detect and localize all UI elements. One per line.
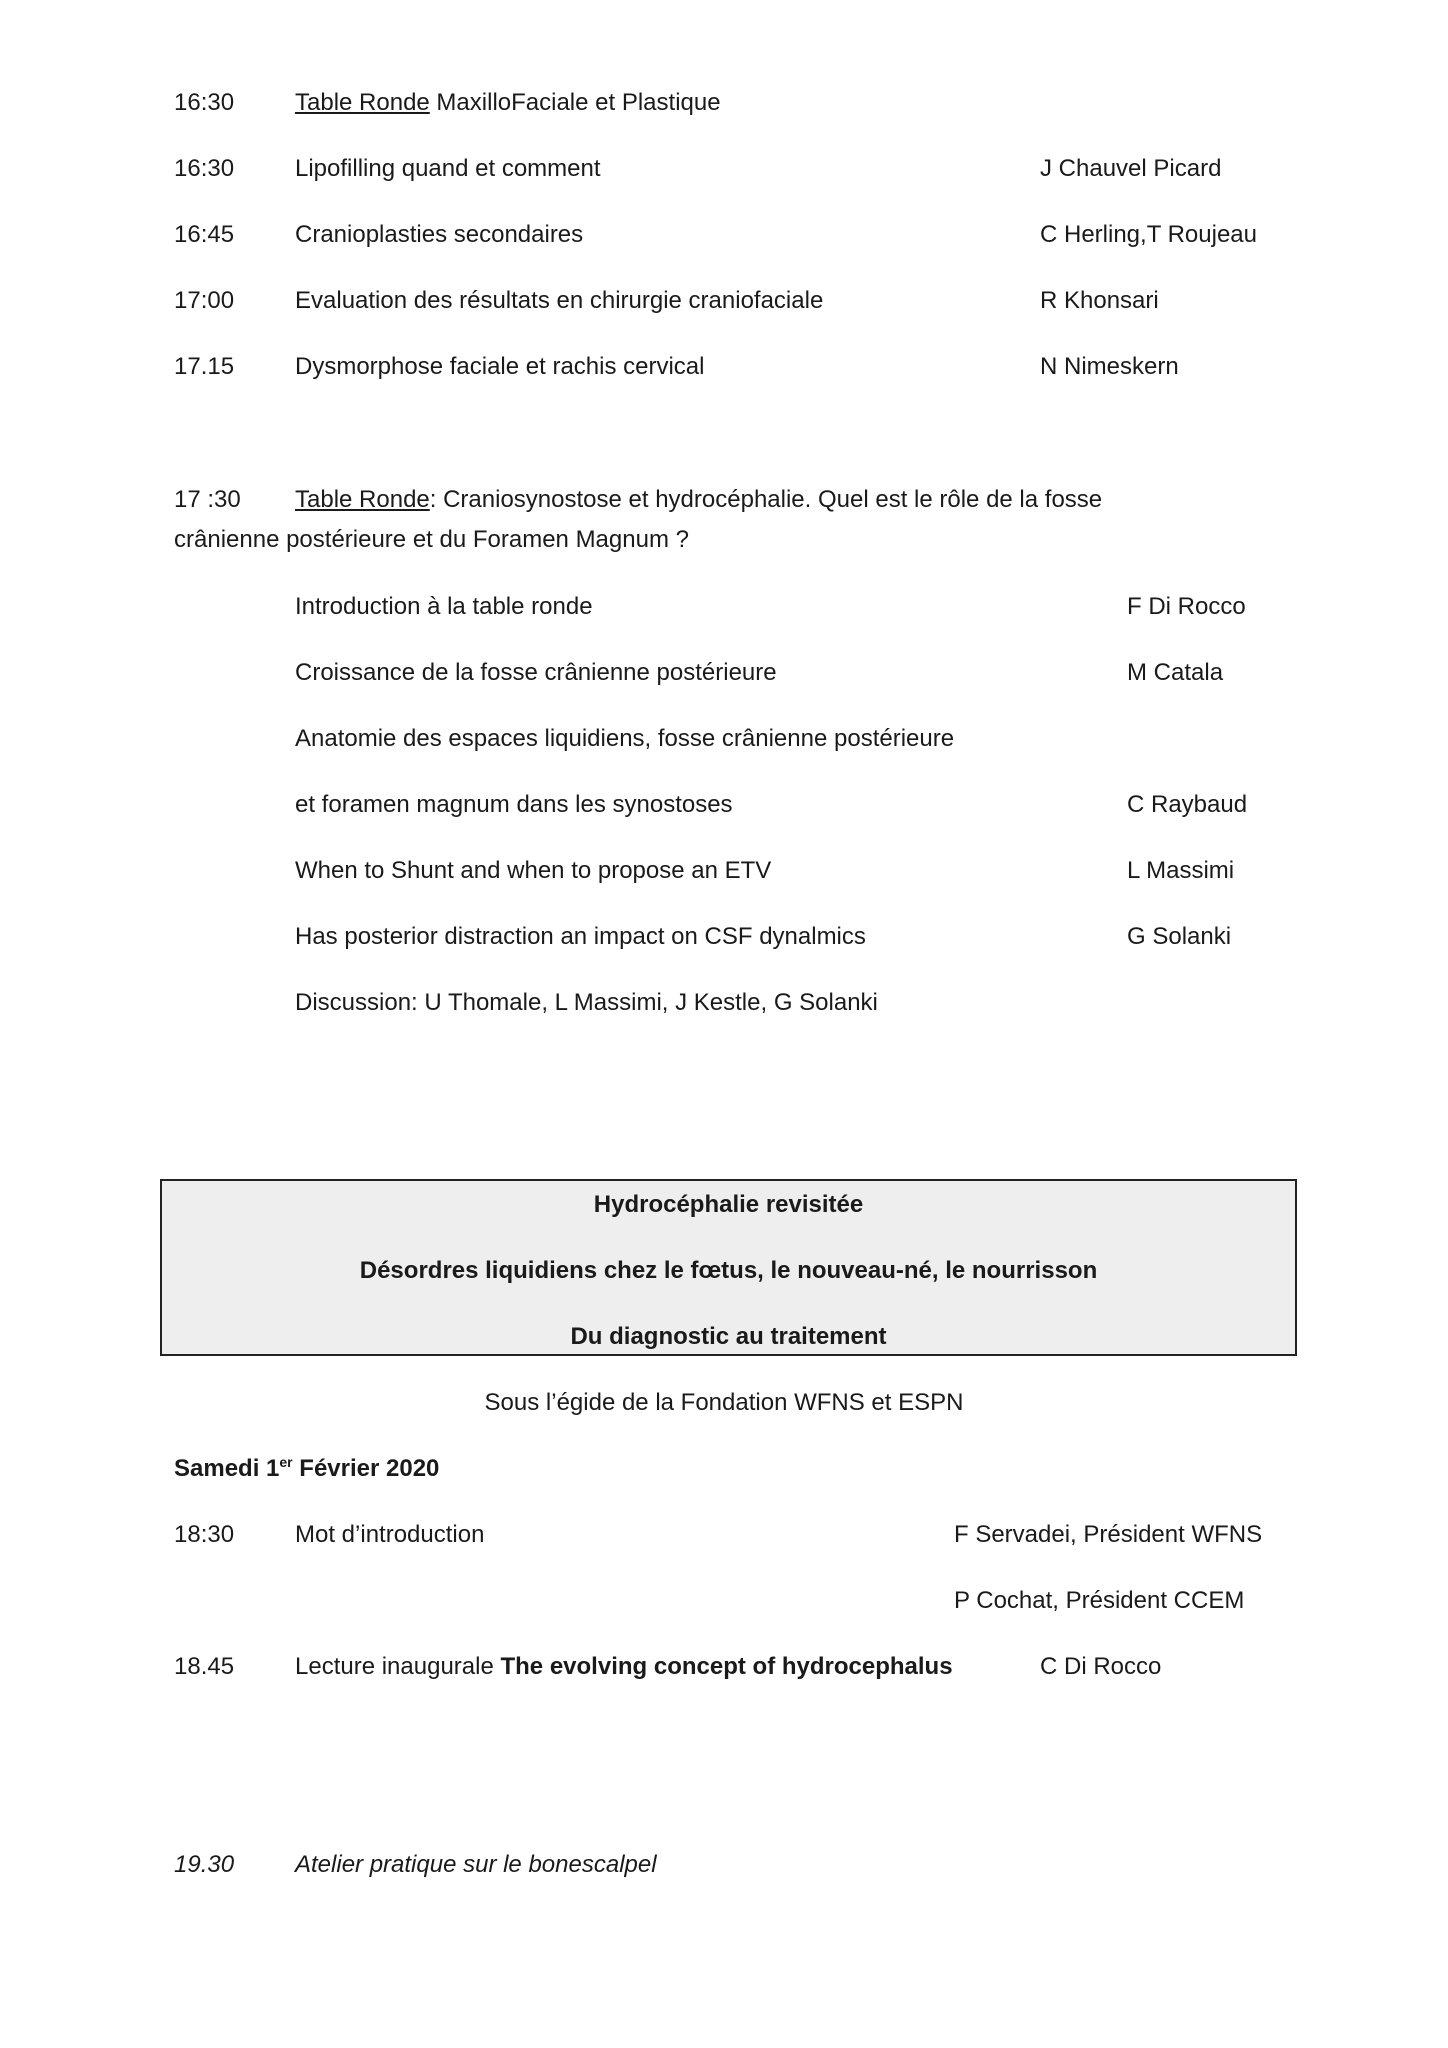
lecture-label: Lecture inaugurale [295,1653,501,1680]
talk-speaker: M Catala [1127,659,1224,686]
session-time: 16:30 [174,89,235,116]
talk-title: Dysmorphose faciale et rachis cervical [295,353,705,380]
session-label: Table Ronde [295,486,430,513]
session-heading [295,485,1102,515]
date-day: Samedi 1 [174,1455,280,1482]
talk-title: Cranioplasties secondaires [295,221,584,248]
discussion-line: Discussion: U Thomale, L Massimi, J Kestle, G Solanki [295,989,878,1016]
symposium-title: Hydrocéphalie revisitée [593,1191,864,1218]
date-heading [174,1454,439,1484]
talk-speaker: L Massimi [1127,857,1235,884]
talk-speaker: R Khonsari [1040,287,1159,314]
talk-time: 19.30 [174,1851,235,1878]
talk-title: et foramen magnum dans les synostoses [295,791,733,818]
talk-time: 18:30 [174,1521,235,1548]
session-label: Table Ronde [295,89,430,116]
auspices-line: Sous l’égide de la Fondation WFNS et ESPN [484,1389,964,1416]
workshop-title: Atelier pratique sur le bonescalpel [295,1851,657,1878]
talk-title: Introduction à la table ronde [295,593,593,620]
talk-speaker: C Herling,T Roujeau [1040,221,1257,248]
symposium-title-box [160,1179,1297,1356]
talk-time: 16:30 [174,155,235,182]
talk-title [295,1652,953,1682]
talk-speaker: F Di Rocco [1127,593,1246,620]
session-heading [295,88,721,118]
talk-title: Has posterior distraction an impact on CSF dynalmics [295,923,866,950]
talk-time: 18.45 [174,1653,235,1680]
talk-speaker: P Cochat, Président CCEM [954,1587,1245,1614]
talk-time: 17.15 [174,353,235,380]
talk-title: Mot d’introduction [295,1521,485,1548]
session-title: MaxilloFaciale et Plastique [429,89,721,116]
talk-title: Croissance de la fosse crânienne postérieure [295,659,777,686]
talk-title: When to Shunt and when to propose an ETV [295,857,772,884]
talk-time: 17:00 [174,287,235,314]
talk-speaker: C Di Rocco [1040,1653,1162,1680]
talk-title: Lipofilling quand et comment [295,155,601,182]
symposium-subtitle: Désordres liquidiens chez le fœtus, le nouveau-né, le nourrisson [359,1257,1098,1284]
talk-speaker: F Servadei, Président WFNS [954,1521,1263,1548]
date-ordinal: er [279,1454,293,1470]
talk-title: Evaluation des résultats en chirurgie craniofaciale [295,287,824,314]
talk-speaker: C Raybaud [1127,791,1248,818]
talk-speaker: J Chauvel Picard [1040,155,1222,182]
talk-speaker: N Nimeskern [1040,353,1179,380]
date-month-year: Février 2020 [292,1455,440,1482]
talk-time: 16:45 [174,221,235,248]
symposium-subtitle-2: Du diagnostic au traitement [570,1323,887,1350]
session-time: 17 :30 [174,486,241,513]
lecture-title: The evolving concept of hydrocephalus [500,1653,953,1680]
talk-speaker: G Solanki [1127,923,1232,950]
talk-title: Anatomie des espaces liquidiens, fosse crânienne postérieure [295,725,955,752]
session-title-continued: crânienne postérieure et du Foramen Magnum ? [174,526,689,553]
session-title: : Craniosynostose et hydrocéphalie. Quel est le rôle de la fosse [429,486,1103,513]
